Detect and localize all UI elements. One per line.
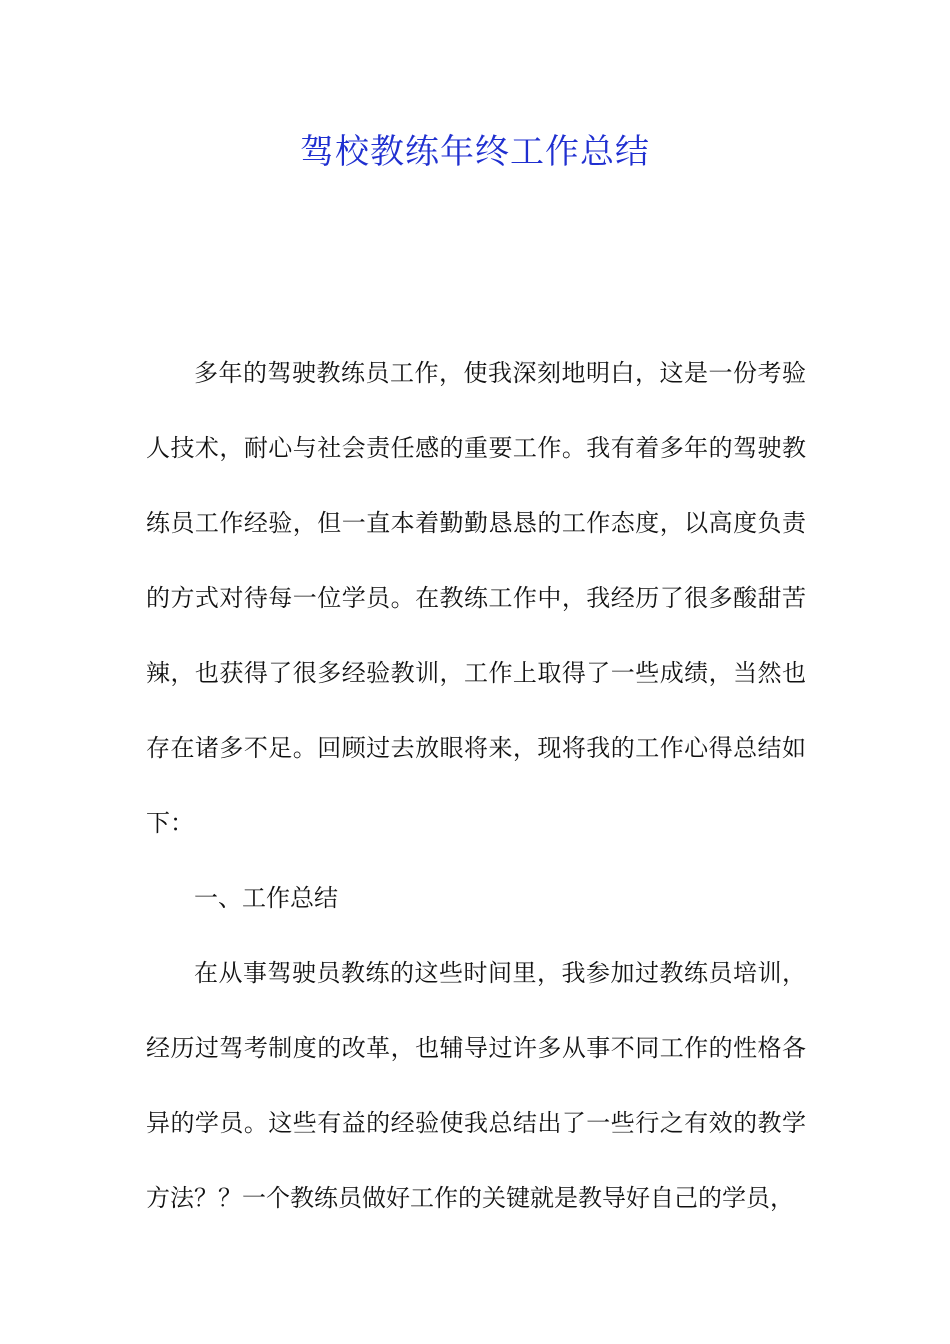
paragraph-work-summary: 在从事驾驶员教练的这些时间里，我参加过教练员培训，经历过驾考制度的改革，也辅导过许多从事不同工作的性格各异的学员。这些有益的经验使我总结出了一些行之有效的教学方法？？一个教练员做好工作的关键就是教导好自己的学员， (146, 959, 806, 1212)
paragraph-intro: 多年的驾驶教练员工作，使我深刻地明白，这是一份考验人技术，耐心与社会责任感的重要工作。我有着多年的驾驶教练员工作经验，但一直本着勤勤恳恳的工作态度，以高度负责的方式对待每一位学员。在教练工作中，我经历了很多酸甜苦辣，也获得了很多经验教训，工作上取得了一些成绩，当然也存在诸多不足。回顾过去放眼将来，现将我的工作心得总结如下： (146, 359, 806, 837)
section-heading-work-summary: 一、工作总结 (194, 884, 338, 912)
document-title: 驾校教练年终工作总结 (300, 132, 650, 172)
document-body (146, 336, 806, 1236)
